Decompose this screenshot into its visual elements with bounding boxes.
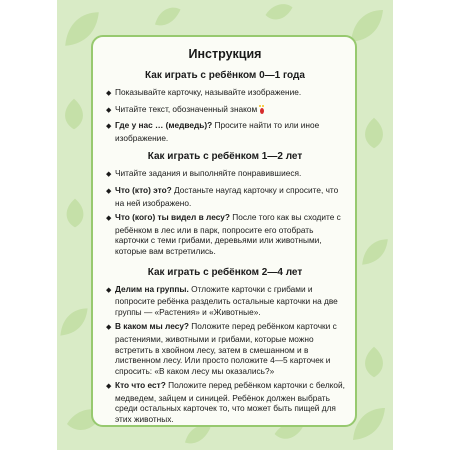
instruction-title: Инструкция [188,47,262,61]
bullet-icon: ◆ [106,383,112,391]
bullet-icon: ◆ [106,171,112,179]
section-heading: Как играть с ребёнком 1—2 лет [147,151,303,163]
list-item [105,284,345,318]
item-text: Читайте задания и выполняйте понравившиеся. [115,168,302,179]
list-item [105,212,345,256]
item-text: Положите перед ребёнком карточки с белкой, медведем, зайцем и синицей. Ребёнок должен выбрать среди остальных карточек то, что может быть пищей для этих животных. [115,380,345,425]
section-heading: Как играть с ребёнком 2—4 лет [147,266,303,278]
item-text: Просите найти то или иное изображение. [115,120,320,143]
bullet-icon: ◆ [106,123,112,131]
leaf-decoration-icon [57,300,91,344]
item-text: После того как вы сходите с ребёнком в лес или в парк, попросите его отобрать карточки с теми грибами, деревьями или животными, которые вам встретились. [115,212,341,256]
list-item [105,104,345,117]
item-text: Читайте текст, обозначенный знаком [115,103,258,114]
leaf-decoration-icon [257,0,301,30]
list-item [105,87,345,100]
item-text: Отложите карточки с грибами и попросите ребёнка разделить остальные карточки на две группы — «Растения» и «Животные». [115,283,338,317]
bullet-icon: ◆ [106,106,112,114]
leaf-decoration-icon [147,2,187,32]
list-item [105,168,345,181]
leaf-decoration-icon [359,230,391,274]
leaf-decoration-icon [59,190,91,236]
bullet-icon: ◆ [106,187,112,195]
bullet-icon: ◆ [106,324,112,332]
list-item [105,120,345,143]
leaf-decoration-icon [57,90,91,138]
item-bold-text: Кто что ест? [115,380,166,391]
item-bold-text: Что (кто) это? [115,184,172,195]
item-bold-text: Где у нас … (медведь)? [115,120,213,131]
list-item [105,321,345,376]
item-text: Показывайте карточку, называйте изображение. [115,87,302,97]
list-item [105,185,345,208]
bullet-icon: ◆ [106,286,112,294]
item-text: Положите перед ребёнком карточки с растениями, животными и грибами, которые можно встретить в хвойном лесу, затем в смешанном и в лиственном лесу. Или просто положите 4—5 карточек и спросить: «В каком лесу мы оказались?» [115,321,337,376]
item-bold-text: Что (кого) ты видел в лесу? [115,212,230,223]
item-bold-text: Делим на группы. [115,283,189,294]
bullet-icon: ◆ [106,90,112,97]
footprint-icon [259,105,265,114]
bullet-icon: ◆ [106,215,112,223]
section-heading: Как играть с ребёнком 0—1 года [145,70,305,81]
list-item [105,380,345,424]
leaf-decoration-icon [357,340,391,384]
instruction-card [91,35,357,427]
item-bold-text: В каком мы лесу? [115,321,189,332]
item-text: Достаньте наугад карточку и спросите, что на ней изображено. [115,184,339,208]
leaf-decoration-icon [357,110,391,156]
